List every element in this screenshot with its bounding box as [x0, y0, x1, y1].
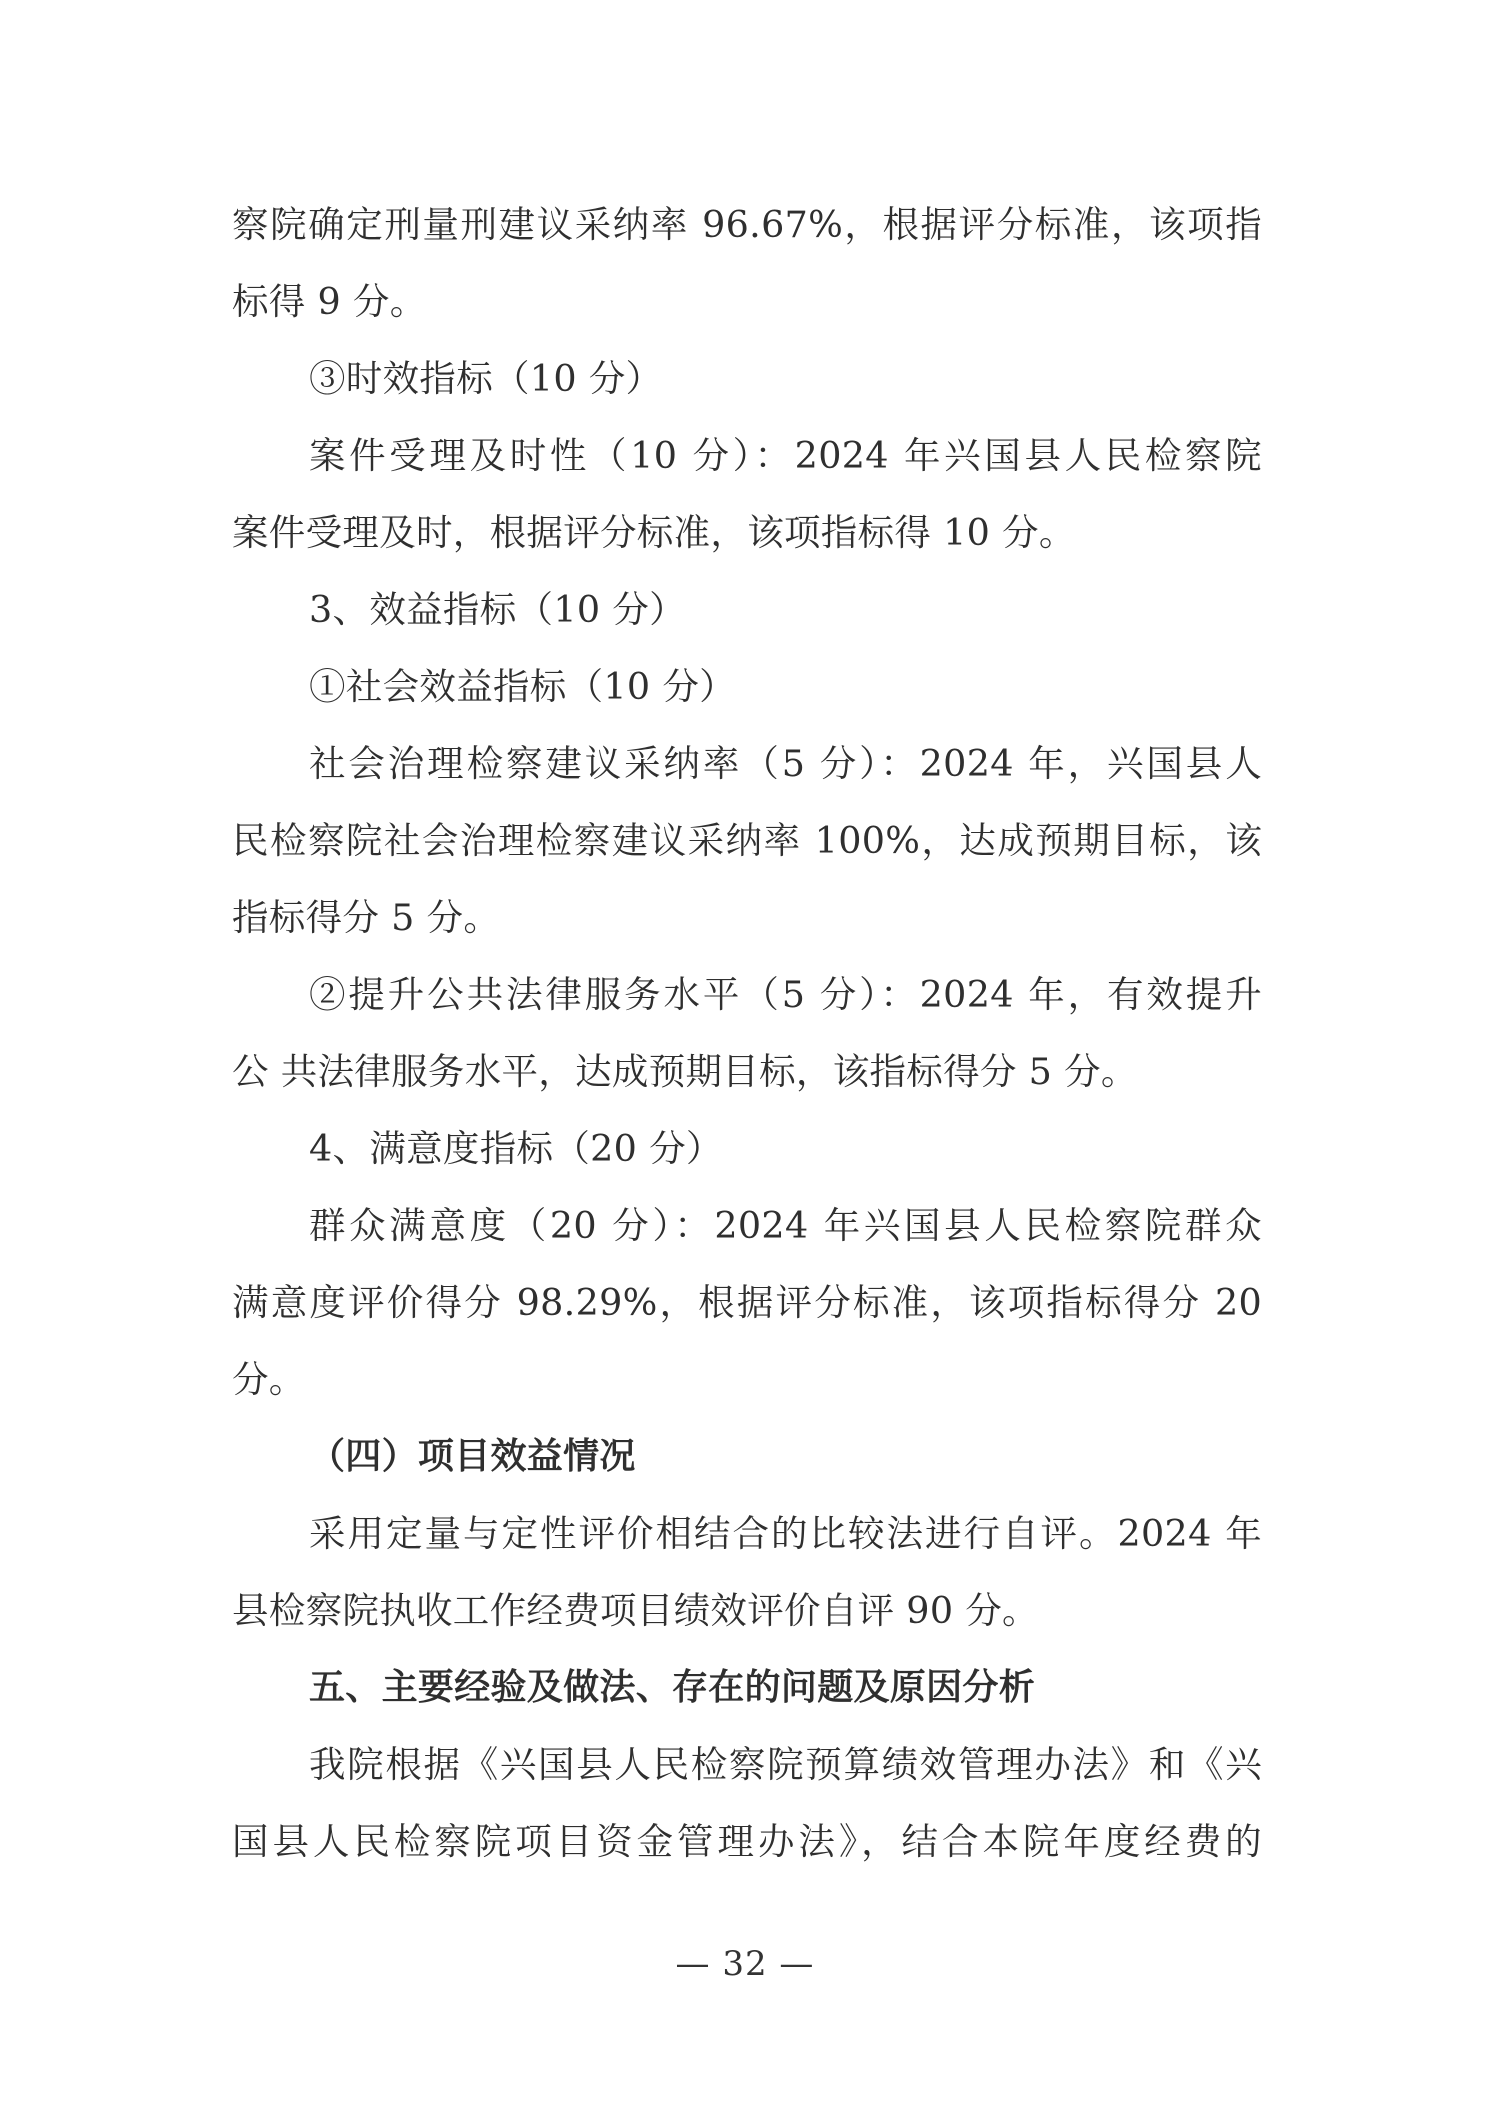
page-number: — 32 —: [675, 1944, 815, 1984]
text-line: 社会治理检察建议采纳率（5 分）：2024 年，兴国县人: [309, 742, 1262, 785]
text-line: 民检察院社会治理检察建议采纳率 100%，达成预期目标，该: [232, 819, 1262, 862]
section-heading: （四）项目效益情况: [309, 1436, 636, 1477]
section-subheading: 3、效益指标（10 分）: [309, 588, 686, 631]
text-line: 满意度评价得分 98.29%，根据评分标准，该项指标得分 20: [232, 1281, 1262, 1324]
text-line: ②提升公共法律服务水平（5 分）：2024 年，有效提升: [309, 973, 1262, 1016]
text-line: 公 共法律服务水平，达成预期目标，该指标得分 5 分。: [232, 1050, 1138, 1093]
text-line: 我院根据《兴国县人民检察院预算绩效管理办法》和《兴: [309, 1743, 1262, 1786]
text-line: 群众满意度（20 分）：2024 年兴国县人民检察院群众: [309, 1204, 1262, 1247]
text-line: 分。: [232, 1358, 306, 1401]
text-line: 采用定量与定性评价相结合的比较法进行自评。2024 年: [309, 1512, 1262, 1555]
section-subheading: 4、满意度指标（20 分）: [309, 1127, 723, 1170]
section-subheading: ③时效指标（10 分）: [309, 357, 663, 400]
text-line: 案件受理及时性（10 分）：2024 年兴国县人民检察院: [309, 434, 1262, 477]
text-line: 县检察院执收工作经费项目绩效评价自评 90 分。: [232, 1589, 1039, 1632]
chapter-heading: 五、主要经验及做法、存在的问题及原因分析: [309, 1667, 1036, 1708]
text-line: 指标得分 5 分。: [232, 896, 501, 939]
text-line: 标得 9 分。: [232, 280, 427, 323]
text-line: 国县人民检察院项目资金管理办法》，结合本院年度经费的: [232, 1820, 1262, 1863]
text-line: 案件受理及时，根据评分标准，该项指标得 10 分。: [232, 511, 1076, 554]
body-text: [232, 186, 1262, 1880]
section-subheading: ①社会效益指标（10 分）: [309, 665, 736, 708]
text-line: 察院确定刑量刑建议采纳率 96.67%，根据评分标准，该项指: [232, 203, 1262, 246]
